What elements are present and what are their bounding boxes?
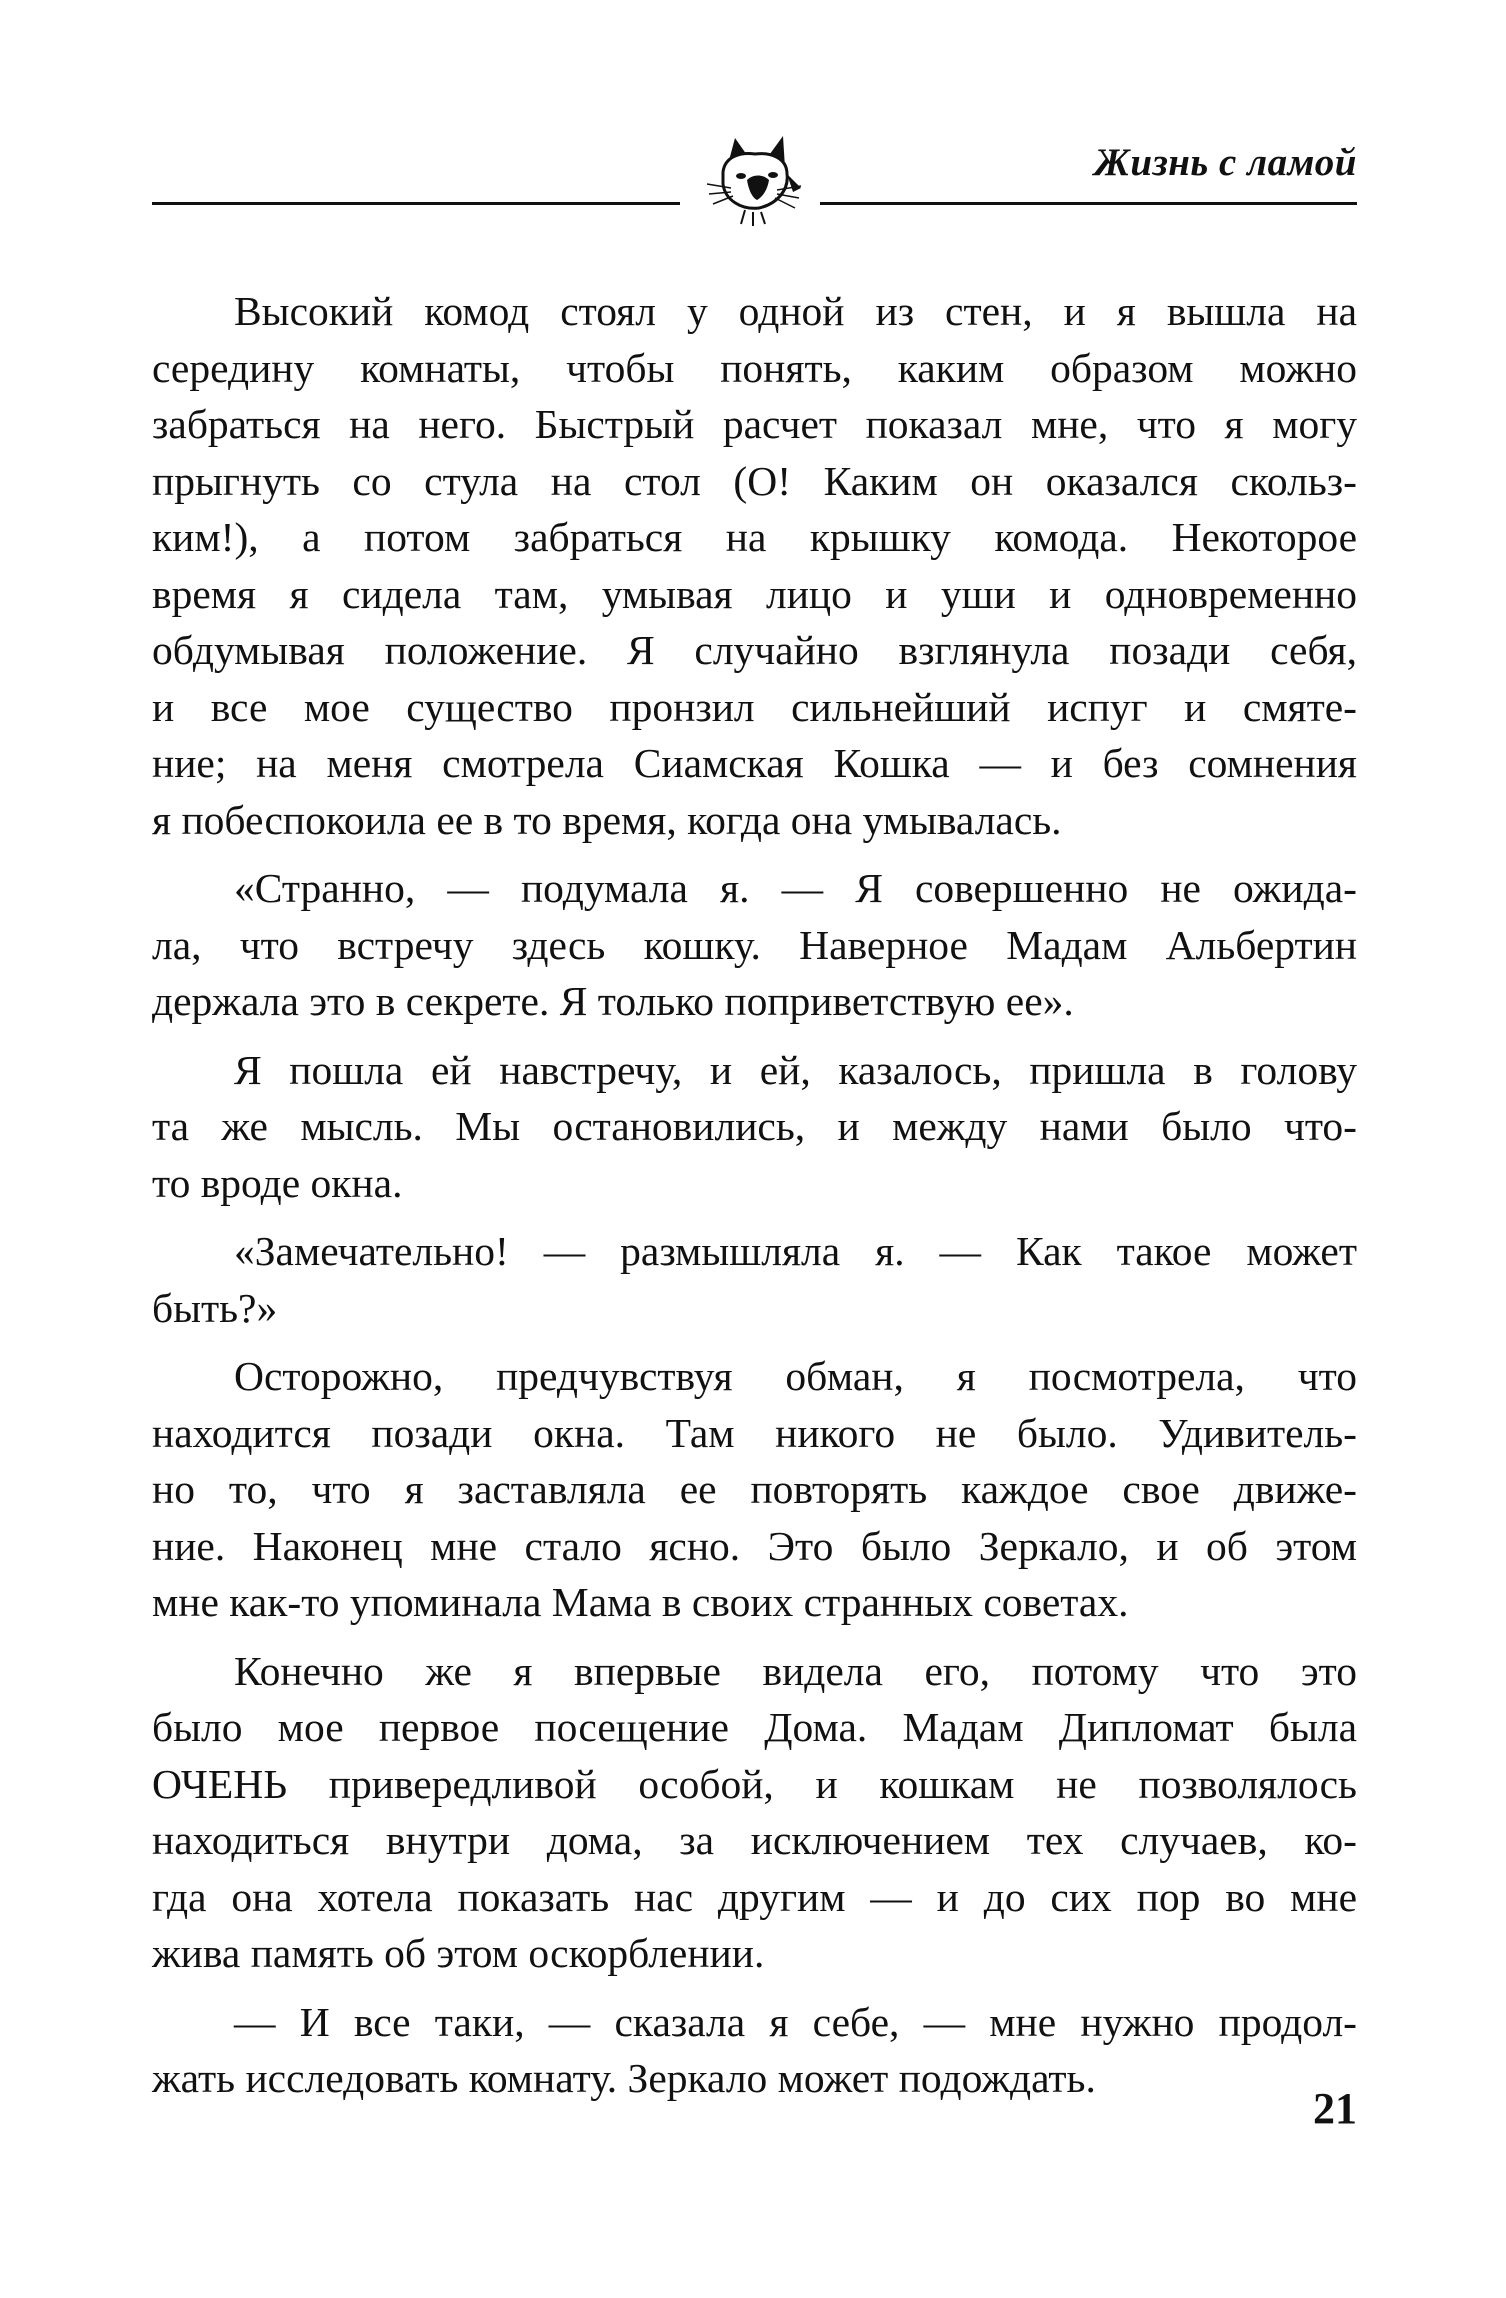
text-line: та же мысль. Мы остановились, и между нами было что-: [152, 1103, 1357, 1149]
text-line: — И все таки, — сказала я себе, — мне нужно продол-: [234, 1998, 1357, 2045]
paragraph: [152, 1042, 1357, 1212]
text-line: забраться на него. Быстрый расчет показал мне, что я могу: [152, 401, 1357, 447]
page-number: 21: [1313, 2084, 1357, 2133]
text-line: то вроде окна.: [152, 1159, 403, 1206]
text-line: «Замечательно! — размышляла я. — Как такое может: [234, 1228, 1357, 1274]
text-line: и все мое существо пронзил сильнейший испуг и смяте-: [152, 683, 1357, 730]
text-line: держала это в секрете. Я только поприветствую ее».: [152, 978, 1074, 1024]
text-line: гда она хотела показать нас другим — и до сих пор во мне: [152, 1873, 1357, 1920]
text-line: ние. Наконец мне стало ясно. Это было Зеркало, и об этом: [152, 1522, 1357, 1569]
text-line: Осторожно, предчувствуя обман, я посмотрела, что: [234, 1353, 1357, 1399]
text-line: время я сидела там, умывая лицо и уши и одновременно: [152, 570, 1357, 617]
text-line: середину комнаты, чтобы понять, каким образом можно: [152, 344, 1357, 391]
siamese-cat-head-icon: [697, 128, 807, 228]
body-text: [152, 283, 1357, 2119]
text-line: ла, что встречу здесь кошку. Наверное Мадам Альбертин: [152, 921, 1357, 968]
text-line: ОЧЕНЬ привередливой особой, и кошкам не позволялось: [152, 1760, 1357, 1807]
text-line: прыгнуть со стула на стол (О! Каким он оказался скольз-: [152, 457, 1357, 504]
text-line: Конечно же я впервые видела его, потому что это: [234, 1647, 1357, 1694]
paragraph: [152, 283, 1357, 848]
text-line: Я пошла ей навстречу, и ей, казалось, пришла в голову: [234, 1046, 1357, 1093]
running-title: Жизнь с ламой: [1094, 141, 1357, 184]
running-header: [152, 128, 1357, 228]
text-line: обдумывая положение. Я случайно взглянула позади себя,: [152, 627, 1357, 673]
text-line: мне как-то упоминала Мама в своих странных советах.: [152, 1579, 1129, 1625]
paragraph: [152, 860, 1357, 1030]
paragraph: [152, 1348, 1357, 1631]
text-line: находится позади окна. Там никого не было. Удивитель-: [152, 1409, 1357, 1456]
text-line: Высокий комод стоял у одной из стен, и я вышла на: [234, 288, 1357, 334]
text-line: находиться внутри дома, за исключением тех случаев, ко-: [152, 1817, 1357, 1863]
paragraph: [152, 1643, 1357, 1982]
text-line: ние; на меня смотрела Сиамская Кошка — и без сомнения: [152, 740, 1357, 786]
text-line: жать исследовать комнату. Зеркало может подождать.: [152, 2055, 1096, 2101]
text-line: быть?»: [152, 1284, 278, 1331]
text-line: было мое первое посещение Дома. Мадам Дипломат была: [152, 1704, 1357, 1750]
paragraph: [152, 1223, 1357, 1336]
paragraph: [152, 1994, 1357, 2107]
text-line: но то, что я заставляла ее повторять каждое свое движе-: [152, 1466, 1357, 1512]
text-line: жива память об этом оскорблении.: [152, 1930, 765, 1976]
text-line: «Странно, — подумала я. — Я совершенно не ожида-: [234, 865, 1357, 911]
text-line: ким!), а потом забраться на крышку комода. Некоторое: [152, 514, 1357, 560]
text-line: я побеспокоила ее в то время, когда она умывалась.: [152, 796, 1062, 843]
